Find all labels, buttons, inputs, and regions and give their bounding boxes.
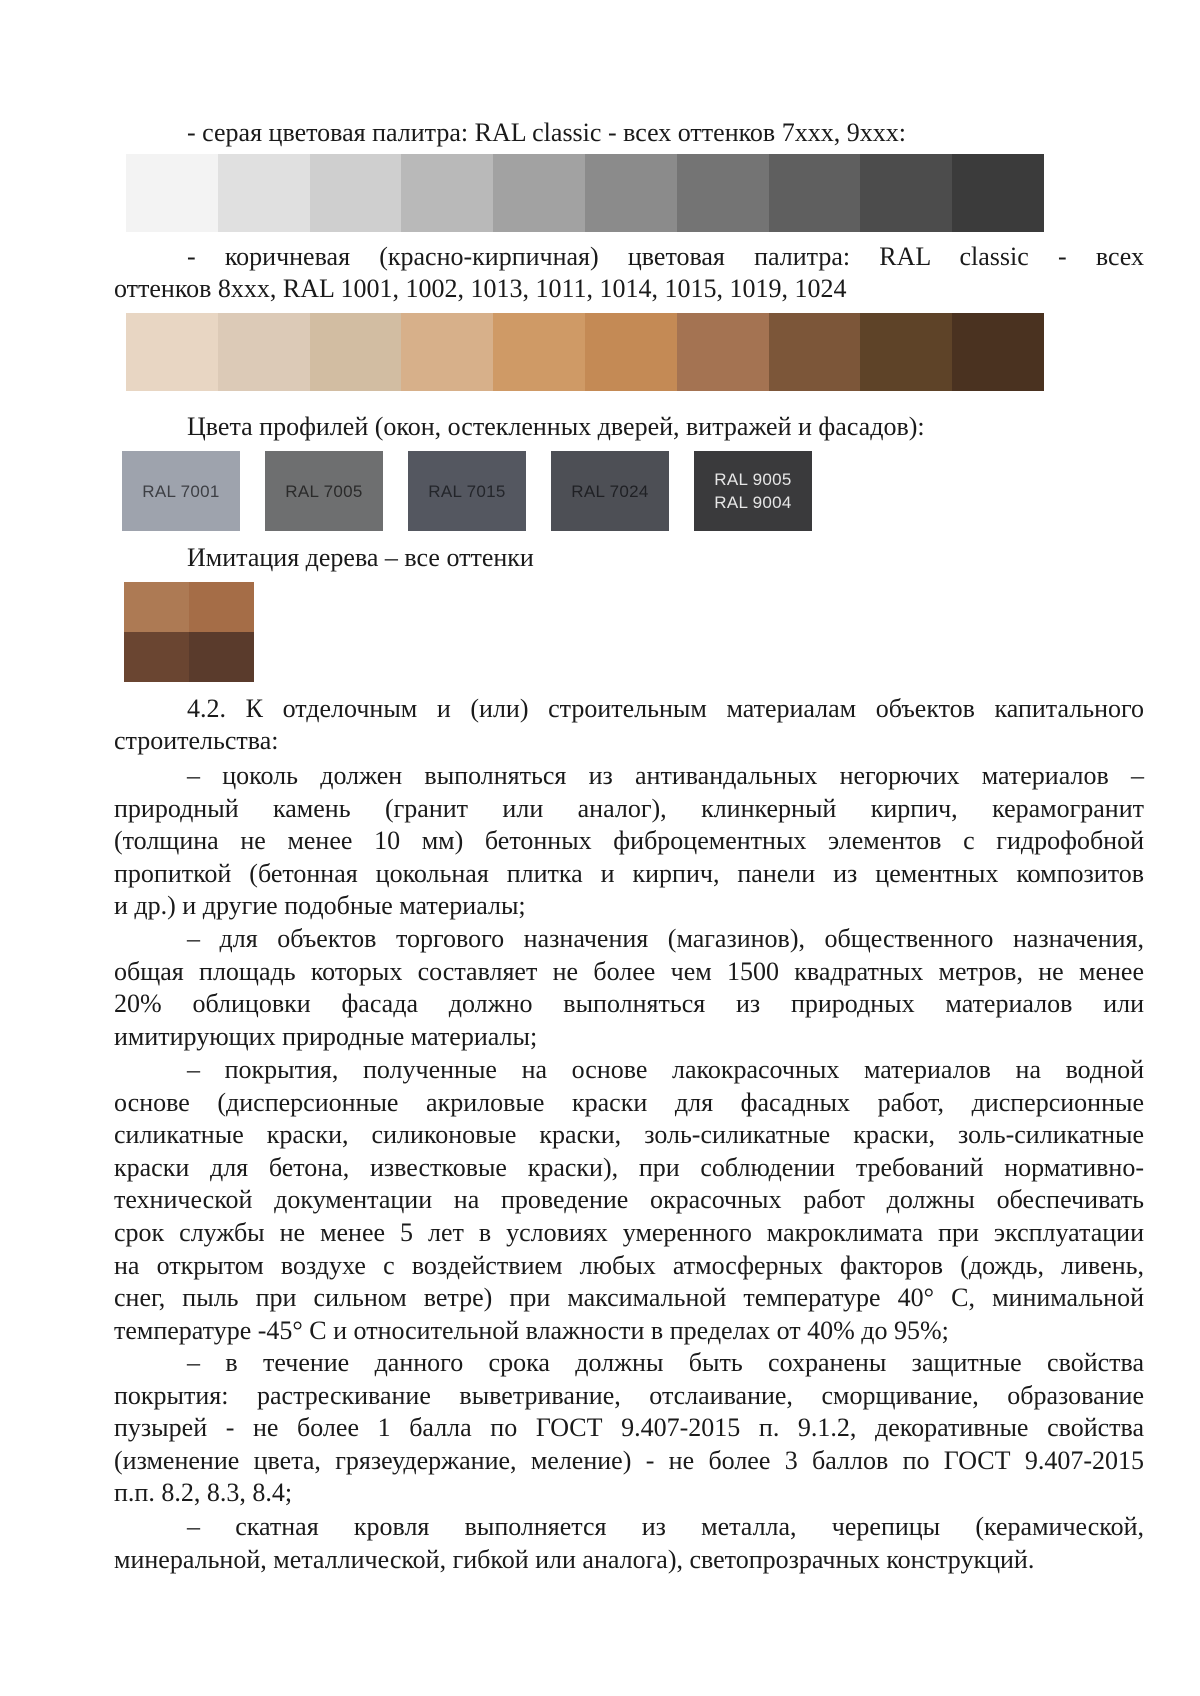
paragraph-line: покрытия: растрескивание выветривание, отслаивание, сморщивание, образование bbox=[114, 1380, 1144, 1410]
gray-swatch bbox=[677, 154, 769, 232]
paragraph-line: пузырей - не более 1 балла по ГОСТ 9.407-2015 п. 9.1.2, декоративные свойства bbox=[114, 1413, 1144, 1443]
brown-swatch bbox=[126, 313, 218, 391]
paragraph-plinth bbox=[114, 760, 1144, 923]
brown-swatch bbox=[677, 313, 769, 391]
gray-palette-strip bbox=[126, 154, 1044, 232]
gray-swatch bbox=[769, 154, 861, 232]
wood-swatch bbox=[124, 582, 254, 682]
paragraph-line: краски для бетона, известковые краски), при соблюдении требований нормативно- bbox=[114, 1152, 1144, 1182]
section-heading-line2: строительства: bbox=[114, 726, 279, 755]
paragraph-roof bbox=[114, 1511, 1144, 1576]
ral-color-box bbox=[551, 451, 669, 531]
ral-code-label: RAL 7015 bbox=[428, 481, 506, 501]
ral-code-label: RAL 7024 bbox=[571, 481, 649, 501]
ral-code-label: RAL 9004 bbox=[714, 493, 792, 512]
brown-palette-heading-line2: оттенков 8ххх, RAL 1001, 1002, 1013, 1011, 1014, 1015, 1019, 1024 bbox=[114, 274, 847, 303]
paragraph-line: – покрытия, полученные на основе лакокрасочных материалов на водной bbox=[187, 1055, 1144, 1084]
paragraph-line: (толщина не менее 10 мм) бетонных фиброцементных элементов с гидрофобной bbox=[114, 826, 1144, 856]
gray-palette-heading: - серая цветовая палитра: RAL classic - всех оттенков 7ххх, 9ххх: bbox=[187, 118, 906, 147]
paragraph-line: и др.) и другие подобные материалы; bbox=[114, 891, 526, 921]
wood-tone-swatch bbox=[189, 582, 254, 632]
profiles-heading: Цвета профилей (окон, остекленных дверей, витражей и фасадов): bbox=[187, 412, 925, 441]
paragraph-line: пропиткой (бетонная цокольная плитка и кирпич, панели из цементных композитов bbox=[114, 858, 1144, 888]
brown-swatch bbox=[585, 313, 677, 391]
paragraph-line: срок службы не менее 5 лет в условиях умеренного макроклимата при эксплуатации bbox=[114, 1217, 1144, 1247]
gray-swatch bbox=[218, 154, 310, 232]
brown-swatch bbox=[769, 313, 861, 391]
paragraph-line: общая площадь которых составляет не более чем 1500 квадратных метров, не менее bbox=[114, 956, 1144, 986]
ral-color-box bbox=[694, 451, 812, 531]
brown-swatch bbox=[860, 313, 952, 391]
ral-code-label: RAL 9005 bbox=[714, 470, 792, 489]
paragraph-line: – цоколь должен выполняться из антивандальных негорючих материалов – bbox=[187, 761, 1144, 790]
brown-swatch bbox=[218, 313, 310, 391]
paragraph-line: температуре -45° С и относительной влажности в пределах от 40% до 95%; bbox=[114, 1315, 949, 1345]
paragraph-line: 20% облицовки фасада должно выполняться из природных материалов или bbox=[114, 989, 1144, 1019]
paragraph-line: основе (дисперсионные акриловые краски для фасадных работ, дисперсионные bbox=[114, 1087, 1144, 1117]
paragraph-line: (изменение цвета, грязеудержание, меление) - не более 3 баллов по ГОСТ 9.407-2015 bbox=[114, 1445, 1144, 1475]
paragraph-line: технической документации на проведение окрасочных работ должны обеспечивать bbox=[114, 1185, 1144, 1215]
paragraph-line: силикатные краски, силиконовые краски, золь-силикатные краски, золь-силикатные bbox=[114, 1120, 1144, 1150]
ral-color-box bbox=[408, 451, 526, 531]
ral-color-box bbox=[265, 451, 383, 531]
section-heading-line1: 4.2. К отделочным и (или) строительным материалам объектов капитального bbox=[187, 694, 1144, 723]
wood-tone-swatch bbox=[189, 632, 254, 682]
paragraph-coatings bbox=[114, 1054, 1144, 1347]
paragraph-line: природный камень (гранит или аналог), клинкерный кирпич, керамогранит bbox=[114, 793, 1144, 823]
paragraph-trade-objects bbox=[114, 923, 1144, 1053]
brown-swatch bbox=[493, 313, 585, 391]
gray-swatch bbox=[493, 154, 585, 232]
gray-swatch bbox=[401, 154, 493, 232]
paragraph-line: п.п. 8.2, 8.3, 8.4; bbox=[114, 1478, 293, 1508]
gray-swatch bbox=[860, 154, 952, 232]
paragraph-line: имитирующих природные материалы; bbox=[114, 1021, 538, 1051]
brown-swatch bbox=[310, 313, 402, 391]
paragraph-line: – для объектов торгового назначения (магазинов), общественного назначения, bbox=[187, 924, 1144, 953]
paragraph-line: на открытом воздухе с воздействием любых атмосферных факторов (дождь, ливень, bbox=[114, 1250, 1144, 1280]
brown-swatch bbox=[401, 313, 493, 391]
wood-tone-swatch bbox=[124, 632, 189, 682]
ral-color-box bbox=[122, 451, 240, 531]
gray-swatch bbox=[310, 154, 402, 232]
wood-tone-swatch bbox=[124, 582, 189, 632]
gray-swatch bbox=[585, 154, 677, 232]
paragraph-protective-properties bbox=[114, 1347, 1144, 1510]
gray-swatch bbox=[952, 154, 1044, 232]
paragraph-line: минеральной, металлической, гибкой или аналога), светопрозрачных конструкций. bbox=[114, 1544, 1035, 1574]
brown-swatch bbox=[952, 313, 1044, 391]
paragraph-line: снег, пыль при сильном ветре) при максимальной температуре 40° С, минимальной bbox=[114, 1283, 1144, 1313]
paragraph-line: – в течение данного срока должны быть сохранены защитные свойства bbox=[187, 1348, 1144, 1377]
ral-code-label: RAL 7005 bbox=[285, 481, 363, 501]
gray-swatch bbox=[126, 154, 218, 232]
brown-palette-strip bbox=[126, 313, 1044, 391]
paragraph-line: – скатная кровля выполняется из металла, черепицы (керамической, bbox=[187, 1512, 1144, 1541]
wood-heading: Имитация дерева – все оттенки bbox=[187, 543, 534, 572]
ral-code-label: RAL 7001 bbox=[142, 481, 220, 501]
brown-palette-heading-line1: - коричневая (красно-кирпичная) цветовая палитра: RAL classic - всех bbox=[187, 242, 1144, 271]
